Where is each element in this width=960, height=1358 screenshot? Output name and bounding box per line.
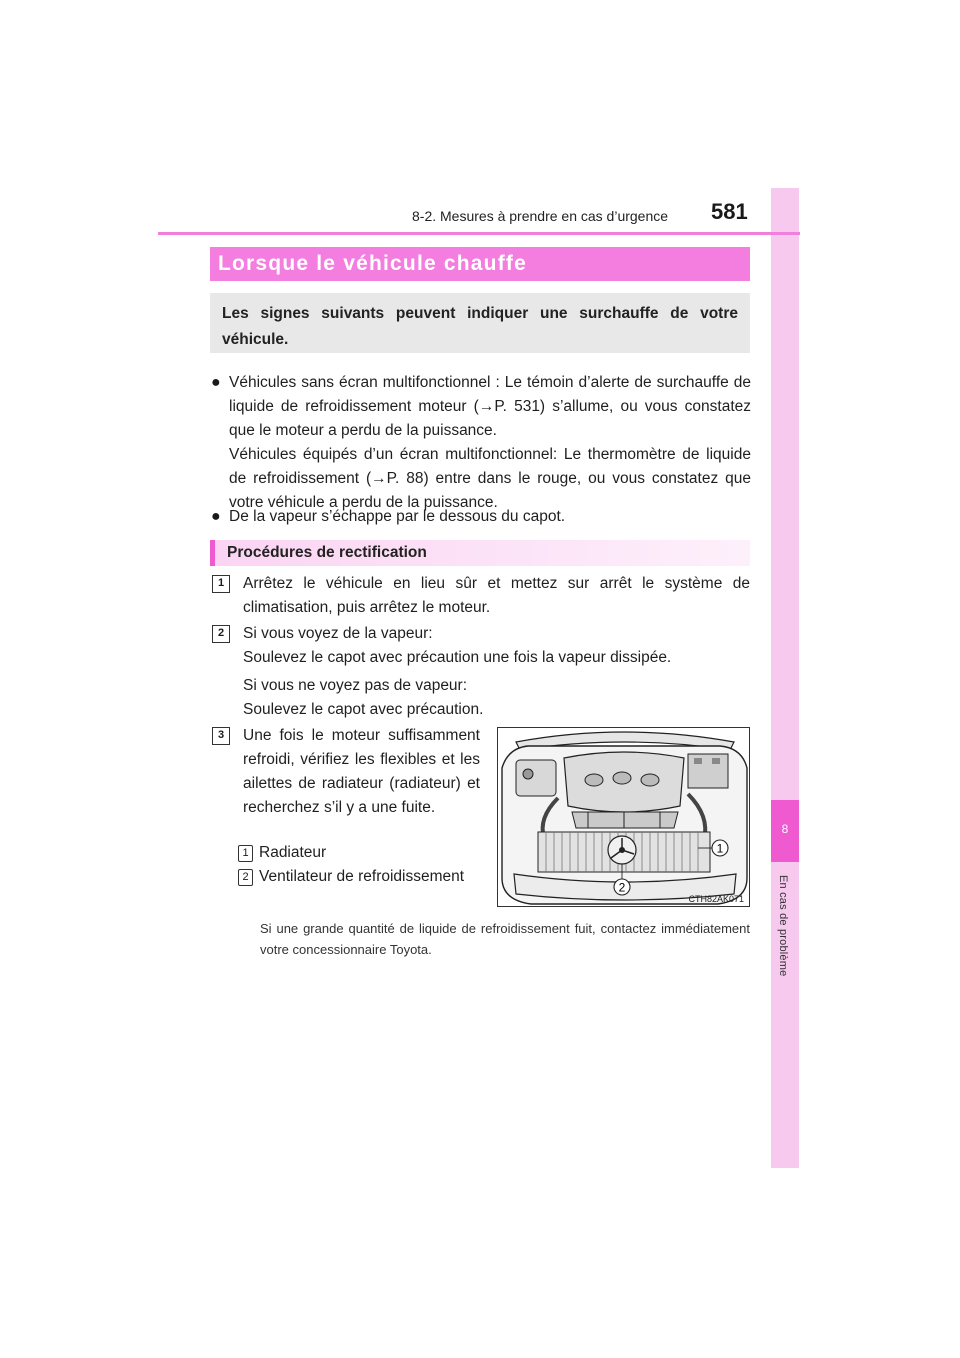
step-3-text: Une fois le moteur suffisamment refroidi, vérifiez les flexibles et les ailettes de radiateur (radiateur) et recherchez s’il y a une fuite. (243, 727, 480, 816)
step-2-text (243, 622, 750, 722)
header-section-title: 8-2. Mesures à prendre en cas d’urgence (412, 208, 669, 224)
step-1-text: Arrêtez le véhicule en lieu sûr et mettez sur arrêt le système de climatisation, puis arrêtez le moteur. (243, 575, 750, 616)
figure-callout-2-label: 2 (618, 880, 626, 895)
intro-box (210, 293, 750, 353)
side-tab-band (771, 188, 799, 1168)
item-label-radiateur: Radiateur (259, 844, 327, 861)
item-label-ventilateur: Ventilateur de refroidissement (259, 868, 465, 885)
page-title: Lorsque le véhicule chauffe (218, 252, 527, 275)
step-number-badge: 2 (212, 625, 230, 643)
engine-bay-illustration (498, 728, 750, 907)
bullet-line: Véhicules équipés d’un écran multifonctionnel: Le thermomètre de liquide de refroidissement (→P. 88) entre dans le rouge, ou vous constatez que votre véhicule a perdu de la puissance. (229, 446, 751, 511)
step-number-badge: 1 (212, 575, 230, 593)
item-callout-number: 2 (238, 869, 253, 886)
procedures-header (210, 540, 750, 566)
header-rule (158, 232, 800, 235)
procedures-header-text: Procédures de rectification (227, 544, 427, 561)
step-line: Si vous voyez de la vapeur: (243, 625, 433, 642)
side-tab-chapter-number: 8 (781, 822, 789, 836)
step-line: Soulevez le capot avec précaution une fois la vapeur dissipée. (243, 649, 672, 666)
step-line: Si vous ne voyez pas de vapeur: (243, 677, 468, 694)
bullet-text: De la vapeur s’échappe par le dessous du capot. (229, 508, 566, 525)
engine-bay-figure (497, 727, 750, 907)
bullet-symbol: ● (211, 374, 221, 391)
page-number: 581 (711, 199, 748, 224)
coolant-leak-note: Si une grande quantité de liquide de refroidissement fuit, contactez immédiatement votre concessionnaire Toyota. (260, 921, 750, 957)
bullet-text (229, 371, 751, 515)
intro-text: Les signes suivants peuvent indiquer une surchauffe de votre véhicule. (222, 305, 738, 348)
item-callout-number: 1 (238, 845, 253, 862)
side-tab-chapter-title: En cas de problème (777, 875, 789, 977)
step-number-badge: 3 (212, 727, 230, 745)
figure-code: CTH82AK071 (688, 894, 744, 904)
bullet-item (211, 371, 751, 515)
bullet-symbol: ● (211, 508, 221, 525)
bullet-line: Véhicules sans écran multifonctionnel : Le témoin d’alerte de surchauffe de liquide de refroidissement moteur (→P. 531) s’allume, ou vous constatez que le moteur a perdu de la puissance. (229, 374, 751, 439)
bullet-item (211, 505, 751, 529)
title-bar (210, 247, 750, 281)
step-line: Soulevez le capot avec précaution. (243, 701, 484, 718)
figure-callout-1-label: 1 (716, 841, 724, 856)
